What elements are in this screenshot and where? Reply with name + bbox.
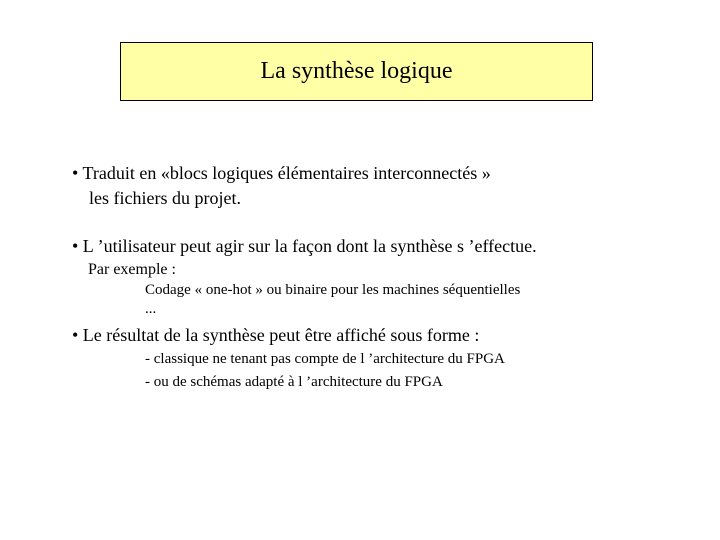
bullet-3-sub-1: - classique ne tenant pas compte de l ’architecture du FPGA	[145, 351, 505, 367]
bullet-3-line-1: • Le résultat de la synthèse peut être affiché sous forme :	[72, 325, 480, 345]
bullet-2-sub-3: ...	[145, 301, 157, 317]
bullet-1-line-1: • Traduit en «blocs logiques élémentaires interconnectés »	[72, 163, 491, 183]
slide-title: La synthèse logique	[260, 57, 453, 84]
bullet-2-line-1: • L ’utilisateur peut agir sur la façon dont la synthèse s ’effectue.	[72, 236, 537, 256]
title-box	[120, 42, 593, 101]
bullet-2-sub-2: Codage « one-hot » ou binaire pour les machines séquentielles	[145, 282, 521, 298]
bullet-1-line-2: les fichiers du projet.	[89, 188, 241, 208]
bullet-2-sub-1: Par exemple :	[88, 261, 176, 278]
bullet-3-sub-2: - ou de schémas adapté à l ’architecture du FPGA	[145, 374, 443, 390]
